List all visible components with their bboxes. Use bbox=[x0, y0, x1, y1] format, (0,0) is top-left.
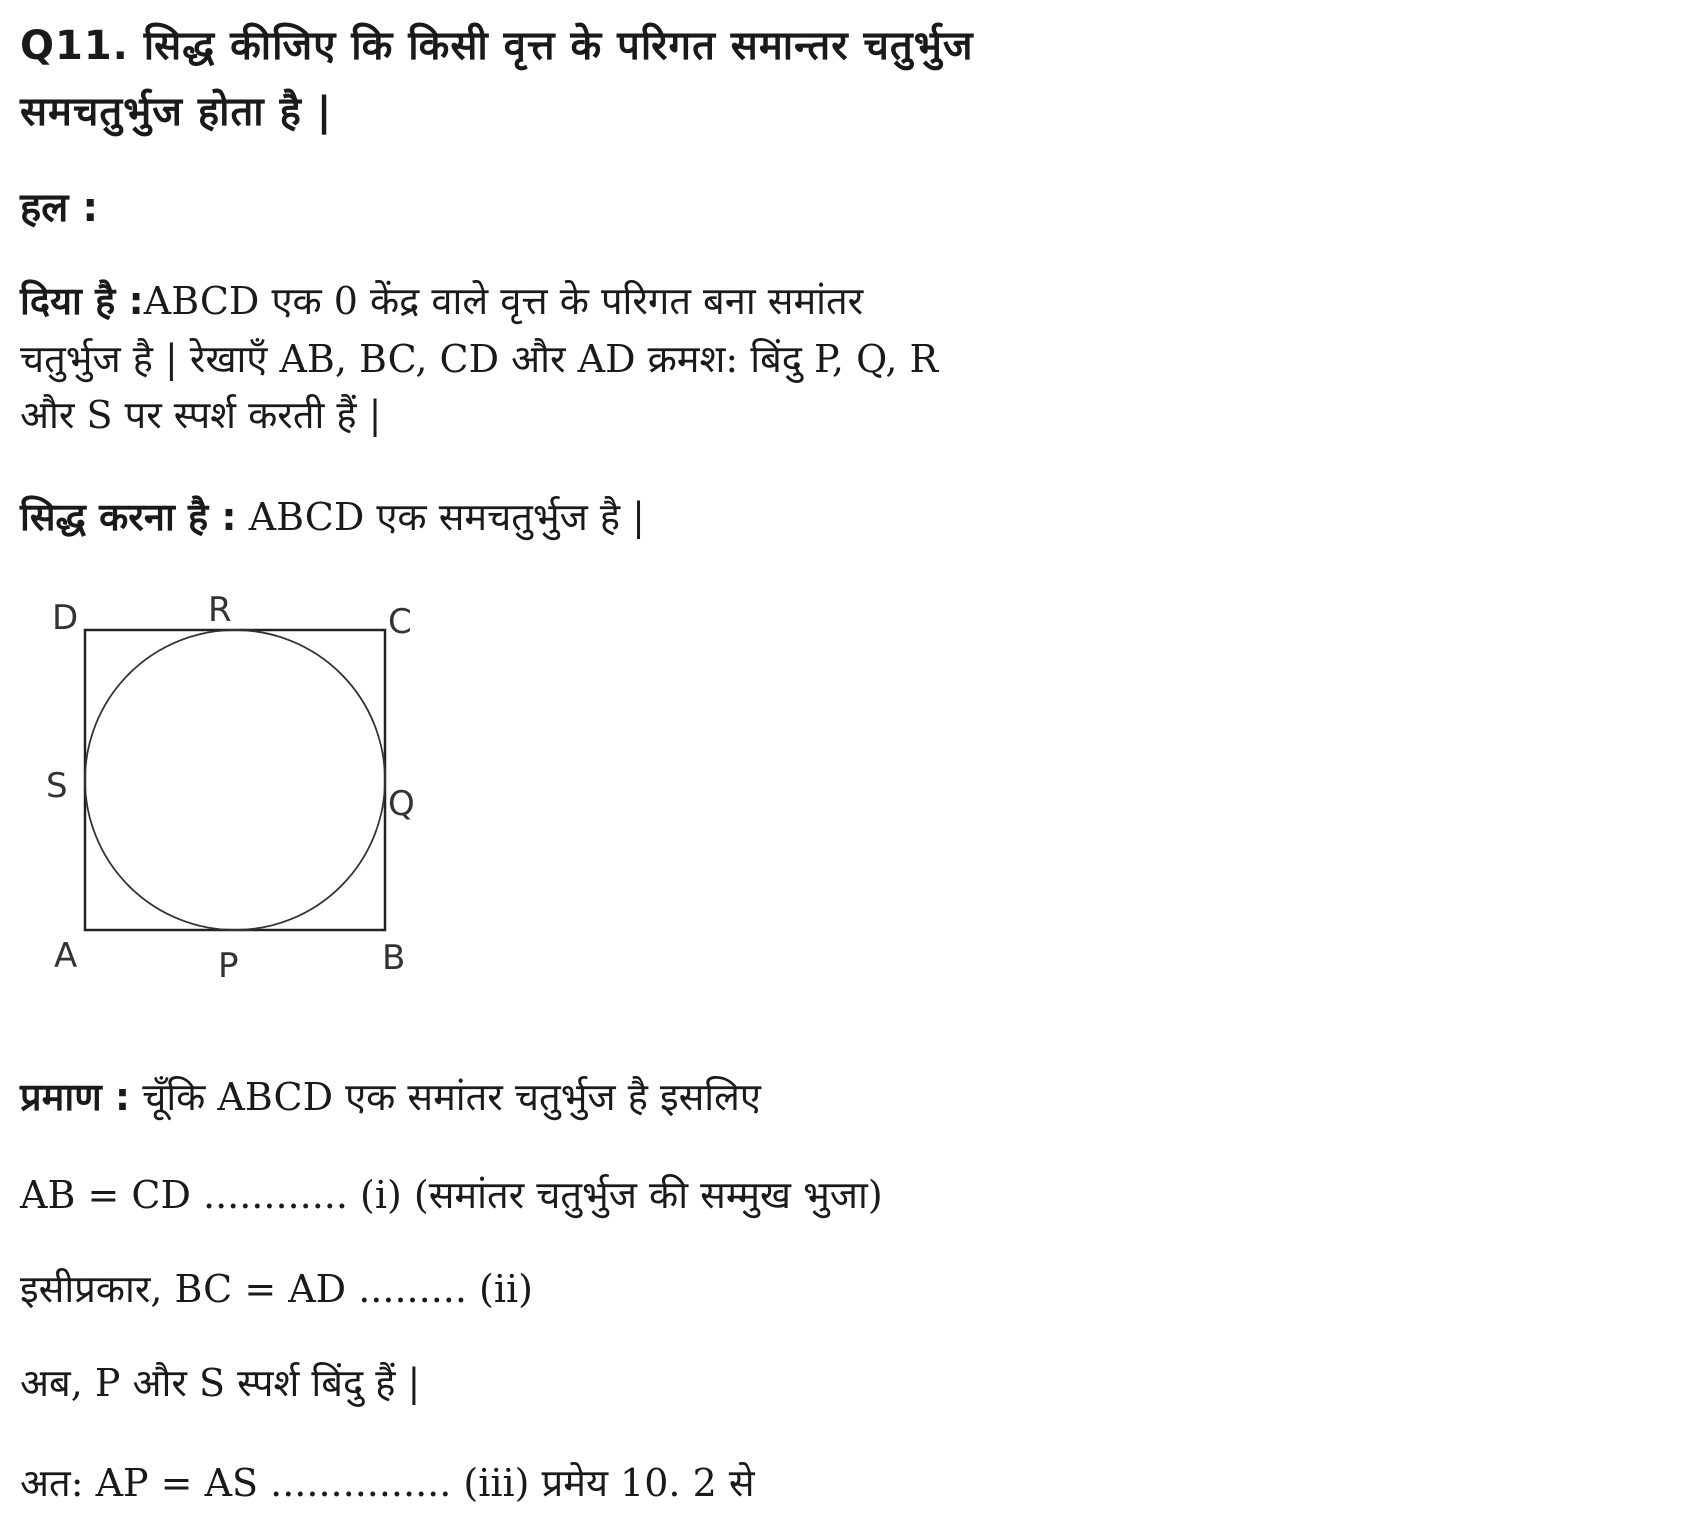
tangent-label-s: S bbox=[46, 766, 68, 806]
parallelogram-abcd bbox=[85, 630, 385, 930]
given-line-3: और S पर स्पर्श करती हैं | bbox=[20, 393, 382, 437]
tangent-label-p: P bbox=[218, 946, 239, 986]
vertex-label-b: B bbox=[382, 938, 406, 978]
proof-step-4: अत: AP = AS ............... (iii) प्रमेय 10. 2 से bbox=[20, 1461, 755, 1505]
vertex-label-d: D bbox=[52, 598, 79, 638]
proof-label: प्रमाण : bbox=[20, 1075, 131, 1119]
proof-intro-line bbox=[20, 1070, 761, 1122]
geometry-figure bbox=[30, 585, 470, 1005]
to-prove-line bbox=[20, 490, 645, 542]
given-text-1: ABCD एक 0 केंद्र वाले वृत्त के परिगत बना समांतर bbox=[143, 279, 864, 323]
to-prove-label: सिद्ध करना है : bbox=[20, 495, 237, 539]
proof-step-2: इसीप्रकार, BC = AD ......... (ii) bbox=[20, 1267, 533, 1311]
given-label: दिया है : bbox=[20, 279, 144, 323]
proof-step-3: अब, P और S स्पर्श बिंदु हैं | bbox=[20, 1361, 421, 1405]
proof-intro: चूँकि ABCD एक समांतर चतुर्भुज है इसलिए bbox=[142, 1075, 761, 1119]
vertex-label-c: C bbox=[388, 602, 412, 642]
question-line-2: समचतुर्भुज होता है | bbox=[20, 89, 333, 135]
to-prove-text: ABCD एक समचतुर्भुज है | bbox=[248, 495, 645, 539]
tangent-label-r: R bbox=[208, 590, 232, 630]
solution-heading: हल : bbox=[20, 185, 99, 231]
given-line-2: चतुर्भुज है | रेखाएँ AB, BC, CD और AD क्रमश: बिंदु P, Q, R bbox=[20, 337, 939, 381]
proof-step-1: AB = CD ............ (i) (समांतर चतुर्भुज की सम्मुख भुजा) bbox=[20, 1173, 883, 1217]
tangent-label-q: Q bbox=[388, 784, 415, 824]
incircle bbox=[85, 630, 385, 930]
vertex-label-a: A bbox=[54, 936, 78, 976]
question-line-1: Q11. सिद्ध कीजिए कि किसी वृत्त के परिगत समान्तर चतुर्भुज bbox=[20, 23, 974, 69]
given-line-1 bbox=[20, 274, 863, 326]
